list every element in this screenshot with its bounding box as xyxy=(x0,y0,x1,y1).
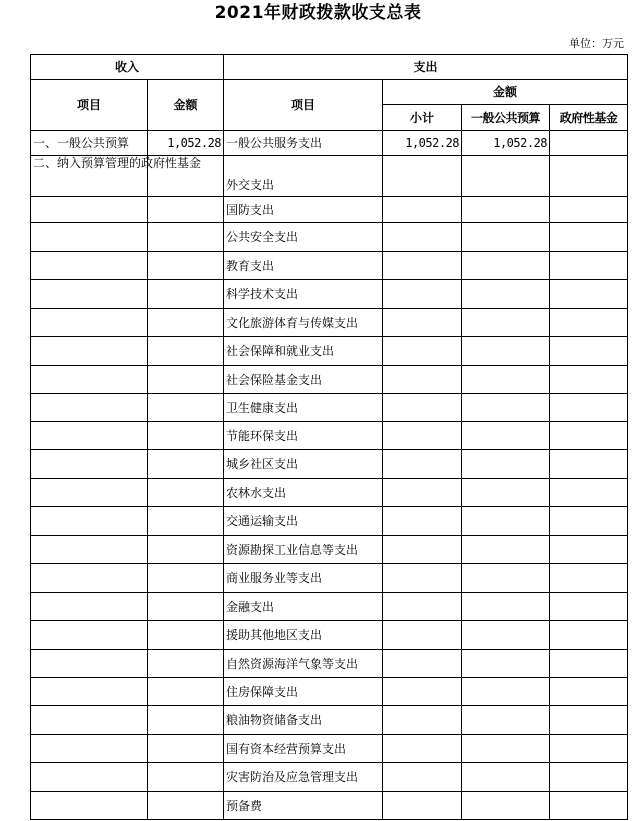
expense-item-cell: 资源勘探工业信息等支出 xyxy=(224,536,383,564)
income-header: 收入 xyxy=(31,55,224,80)
subtotal-cell xyxy=(383,223,462,252)
income-amount-cell xyxy=(148,309,224,337)
general-budget-cell xyxy=(462,507,550,536)
subtotal-cell xyxy=(383,650,462,678)
income-item-cell xyxy=(31,366,148,394)
gov-fund-cell xyxy=(550,564,628,593)
income-amount-cell xyxy=(148,366,224,394)
subtotal-cell xyxy=(383,479,462,507)
income-amount-cell xyxy=(148,479,224,507)
gov-fund-cell xyxy=(550,450,628,479)
subtotal-cell xyxy=(383,366,462,394)
expense-item-cell: 节能环保支出 xyxy=(224,422,383,450)
subtotal-cell: 1,052.28 xyxy=(383,131,462,156)
table-body xyxy=(31,131,628,820)
general-budget-cell xyxy=(462,735,550,763)
income-amount-header: 金额 xyxy=(148,80,224,131)
expense-item-cell: 自然资源海洋气象等支出 xyxy=(224,650,383,678)
gov-fund-cell xyxy=(550,507,628,536)
gov-fund-cell xyxy=(550,422,628,450)
expense-item-cell: 国防支出 xyxy=(224,197,383,223)
gov-fund-cell xyxy=(550,678,628,706)
table-row xyxy=(31,131,628,156)
gov-fund-cell xyxy=(550,337,628,366)
general-budget-cell xyxy=(462,564,550,593)
table-row xyxy=(31,536,628,564)
table-row xyxy=(31,309,628,337)
table-row xyxy=(31,479,628,507)
general-budget-cell xyxy=(462,280,550,309)
table-row xyxy=(31,735,628,763)
table-row xyxy=(31,706,628,735)
income-item-cell xyxy=(31,507,148,536)
general-budget-cell xyxy=(462,678,550,706)
expense-item-cell: 交通运输支出 xyxy=(224,507,383,536)
gov-fund-cell xyxy=(550,536,628,564)
general-budget-cell xyxy=(462,650,550,678)
table-row xyxy=(31,507,628,536)
income-amount-cell xyxy=(148,536,224,564)
table-row xyxy=(31,422,628,450)
expense-item-cell: 农林水支出 xyxy=(224,479,383,507)
income-amount-cell xyxy=(148,621,224,650)
subtotal-cell xyxy=(383,280,462,309)
income-item-cell xyxy=(31,536,148,564)
general-budget-cell xyxy=(462,156,550,197)
expense-item-cell: 外交支出 xyxy=(224,156,383,197)
income-amount-cell xyxy=(148,792,224,820)
gov-fund-cell xyxy=(550,252,628,280)
income-amount-cell xyxy=(148,593,224,621)
general-budget-cell xyxy=(462,479,550,507)
income-item-cell xyxy=(31,621,148,650)
table-row xyxy=(31,593,628,621)
gov-fund-cell xyxy=(550,309,628,337)
general-budget-cell xyxy=(462,309,550,337)
subtotal-cell xyxy=(383,507,462,536)
gov-fund-cell xyxy=(550,735,628,763)
gov-fund-cell xyxy=(550,156,628,197)
table-row xyxy=(31,678,628,706)
table-row xyxy=(31,650,628,678)
table-row xyxy=(31,280,628,309)
table-row xyxy=(31,156,628,197)
income-item-cell xyxy=(31,735,148,763)
general-budget-cell xyxy=(462,422,550,450)
general-budget-cell xyxy=(462,394,550,422)
subtotal-cell xyxy=(383,792,462,820)
expense-item-cell: 一般公共服务支出 xyxy=(224,131,383,156)
gov-fund-cell xyxy=(550,394,628,422)
income-item-cell xyxy=(31,197,148,223)
expense-amount-header: 金额 xyxy=(383,80,628,105)
income-item-cell: 二、纳入预算管理的政府性基金 xyxy=(31,156,148,197)
general-budget-header: 一般公共预算 xyxy=(462,105,550,131)
gov-fund-cell xyxy=(550,280,628,309)
expense-header: 支出 xyxy=(224,55,628,80)
income-amount-cell xyxy=(148,422,224,450)
table-row xyxy=(31,394,628,422)
income-item-cell xyxy=(31,678,148,706)
income-item-cell xyxy=(31,394,148,422)
subtotal-cell xyxy=(383,156,462,197)
expense-item-cell: 教育支出 xyxy=(224,252,383,280)
table-row xyxy=(31,564,628,593)
gov-fund-cell xyxy=(550,621,628,650)
subtotal-header: 小计 xyxy=(383,105,462,131)
expense-item-cell: 卫生健康支出 xyxy=(224,394,383,422)
header-row-1 xyxy=(31,55,628,80)
subtotal-cell xyxy=(383,197,462,223)
income-amount-cell xyxy=(148,394,224,422)
gov-fund-cell xyxy=(550,223,628,252)
subtotal-cell xyxy=(383,621,462,650)
general-budget-cell xyxy=(462,621,550,650)
income-amount-cell xyxy=(148,678,224,706)
table-row xyxy=(31,197,628,223)
expense-item-cell: 城乡社区支出 xyxy=(224,450,383,479)
expense-item-cell: 公共安全支出 xyxy=(224,223,383,252)
general-budget-cell xyxy=(462,337,550,366)
subtotal-cell xyxy=(383,706,462,735)
unit-label: 单位：万元 xyxy=(569,37,624,50)
table-row xyxy=(31,450,628,479)
income-item-cell xyxy=(31,252,148,280)
gov-fund-cell xyxy=(550,706,628,735)
expense-item-cell: 粮油物资储备支出 xyxy=(224,706,383,735)
gov-fund-cell xyxy=(550,197,628,223)
table-row xyxy=(31,366,628,394)
income-item-cell xyxy=(31,564,148,593)
general-budget-cell xyxy=(462,197,550,223)
subtotal-cell xyxy=(383,337,462,366)
table-row xyxy=(31,337,628,366)
table-row xyxy=(31,223,628,252)
expense-item-cell: 预备费 xyxy=(224,792,383,820)
table-row xyxy=(31,763,628,792)
general-budget-cell xyxy=(462,536,550,564)
subtotal-cell xyxy=(383,763,462,792)
income-item-cell xyxy=(31,337,148,366)
table-title: 2021年财政拨款收支总表 xyxy=(214,3,422,23)
general-budget-cell xyxy=(462,792,550,820)
subtotal-cell xyxy=(383,252,462,280)
gov-fund-header: 政府性基金 xyxy=(550,105,628,131)
subtotal-cell xyxy=(383,564,462,593)
income-item-cell xyxy=(31,593,148,621)
income-item-cell: 一、一般公共预算 xyxy=(31,131,148,156)
income-amount-cell xyxy=(148,197,224,223)
expense-item-cell: 灾害防治及应急管理支出 xyxy=(224,763,383,792)
income-amount-cell xyxy=(148,223,224,252)
header-row-2 xyxy=(31,80,628,105)
income-amount-cell xyxy=(148,280,224,309)
expense-item-cell: 社会保障和就业支出 xyxy=(224,337,383,366)
income-amount-cell: 1,052.28 xyxy=(148,131,224,156)
income-item-cell xyxy=(31,479,148,507)
income-amount-cell xyxy=(148,650,224,678)
income-item-cell xyxy=(31,223,148,252)
income-item-cell xyxy=(31,280,148,309)
budget-table xyxy=(30,54,628,820)
gov-fund-cell xyxy=(550,792,628,820)
income-item-cell xyxy=(31,706,148,735)
income-item-header: 项目 xyxy=(31,80,148,131)
general-budget-cell xyxy=(462,252,550,280)
table-row xyxy=(31,252,628,280)
subtotal-cell xyxy=(383,536,462,564)
income-amount-cell xyxy=(148,337,224,366)
income-item-cell xyxy=(31,650,148,678)
expense-item-header: 项目 xyxy=(224,80,383,131)
expense-item-cell: 住房保障支出 xyxy=(224,678,383,706)
general-budget-cell xyxy=(462,706,550,735)
expense-item-cell: 金融支出 xyxy=(224,593,383,621)
expense-item-cell: 文化旅游体育与传媒支出 xyxy=(224,309,383,337)
expense-item-cell: 科学技术支出 xyxy=(224,280,383,309)
expense-item-cell: 商业服务业等支出 xyxy=(224,564,383,593)
gov-fund-cell xyxy=(550,763,628,792)
gov-fund-cell xyxy=(550,650,628,678)
income-item-cell xyxy=(31,422,148,450)
income-item-cell xyxy=(31,763,148,792)
income-amount-cell xyxy=(148,564,224,593)
income-item-cell xyxy=(31,450,148,479)
table-row xyxy=(31,621,628,650)
income-amount-cell xyxy=(148,763,224,792)
expense-item-cell: 社会保险基金支出 xyxy=(224,366,383,394)
general-budget-cell xyxy=(462,450,550,479)
subtotal-cell xyxy=(383,394,462,422)
subtotal-cell xyxy=(383,678,462,706)
expense-item-cell: 援助其他地区支出 xyxy=(224,621,383,650)
expense-item-cell: 国有资本经营预算支出 xyxy=(224,735,383,763)
subtotal-cell xyxy=(383,309,462,337)
subtotal-cell xyxy=(383,735,462,763)
income-item-cell xyxy=(31,309,148,337)
income-amount-cell xyxy=(148,507,224,536)
income-item-cell xyxy=(31,792,148,820)
gov-fund-cell xyxy=(550,593,628,621)
general-budget-cell xyxy=(462,366,550,394)
general-budget-cell xyxy=(462,763,550,792)
gov-fund-cell xyxy=(550,366,628,394)
general-budget-cell: 1,052.28 xyxy=(462,131,550,156)
subtotal-cell xyxy=(383,450,462,479)
subtotal-cell xyxy=(383,422,462,450)
gov-fund-cell xyxy=(550,479,628,507)
gov-fund-cell xyxy=(550,131,628,156)
general-budget-cell xyxy=(462,593,550,621)
income-amount-cell xyxy=(148,252,224,280)
income-amount-cell xyxy=(148,735,224,763)
general-budget-cell xyxy=(462,223,550,252)
income-amount-cell xyxy=(148,706,224,735)
subtotal-cell xyxy=(383,593,462,621)
income-amount-cell xyxy=(148,450,224,479)
table-row xyxy=(31,792,628,820)
